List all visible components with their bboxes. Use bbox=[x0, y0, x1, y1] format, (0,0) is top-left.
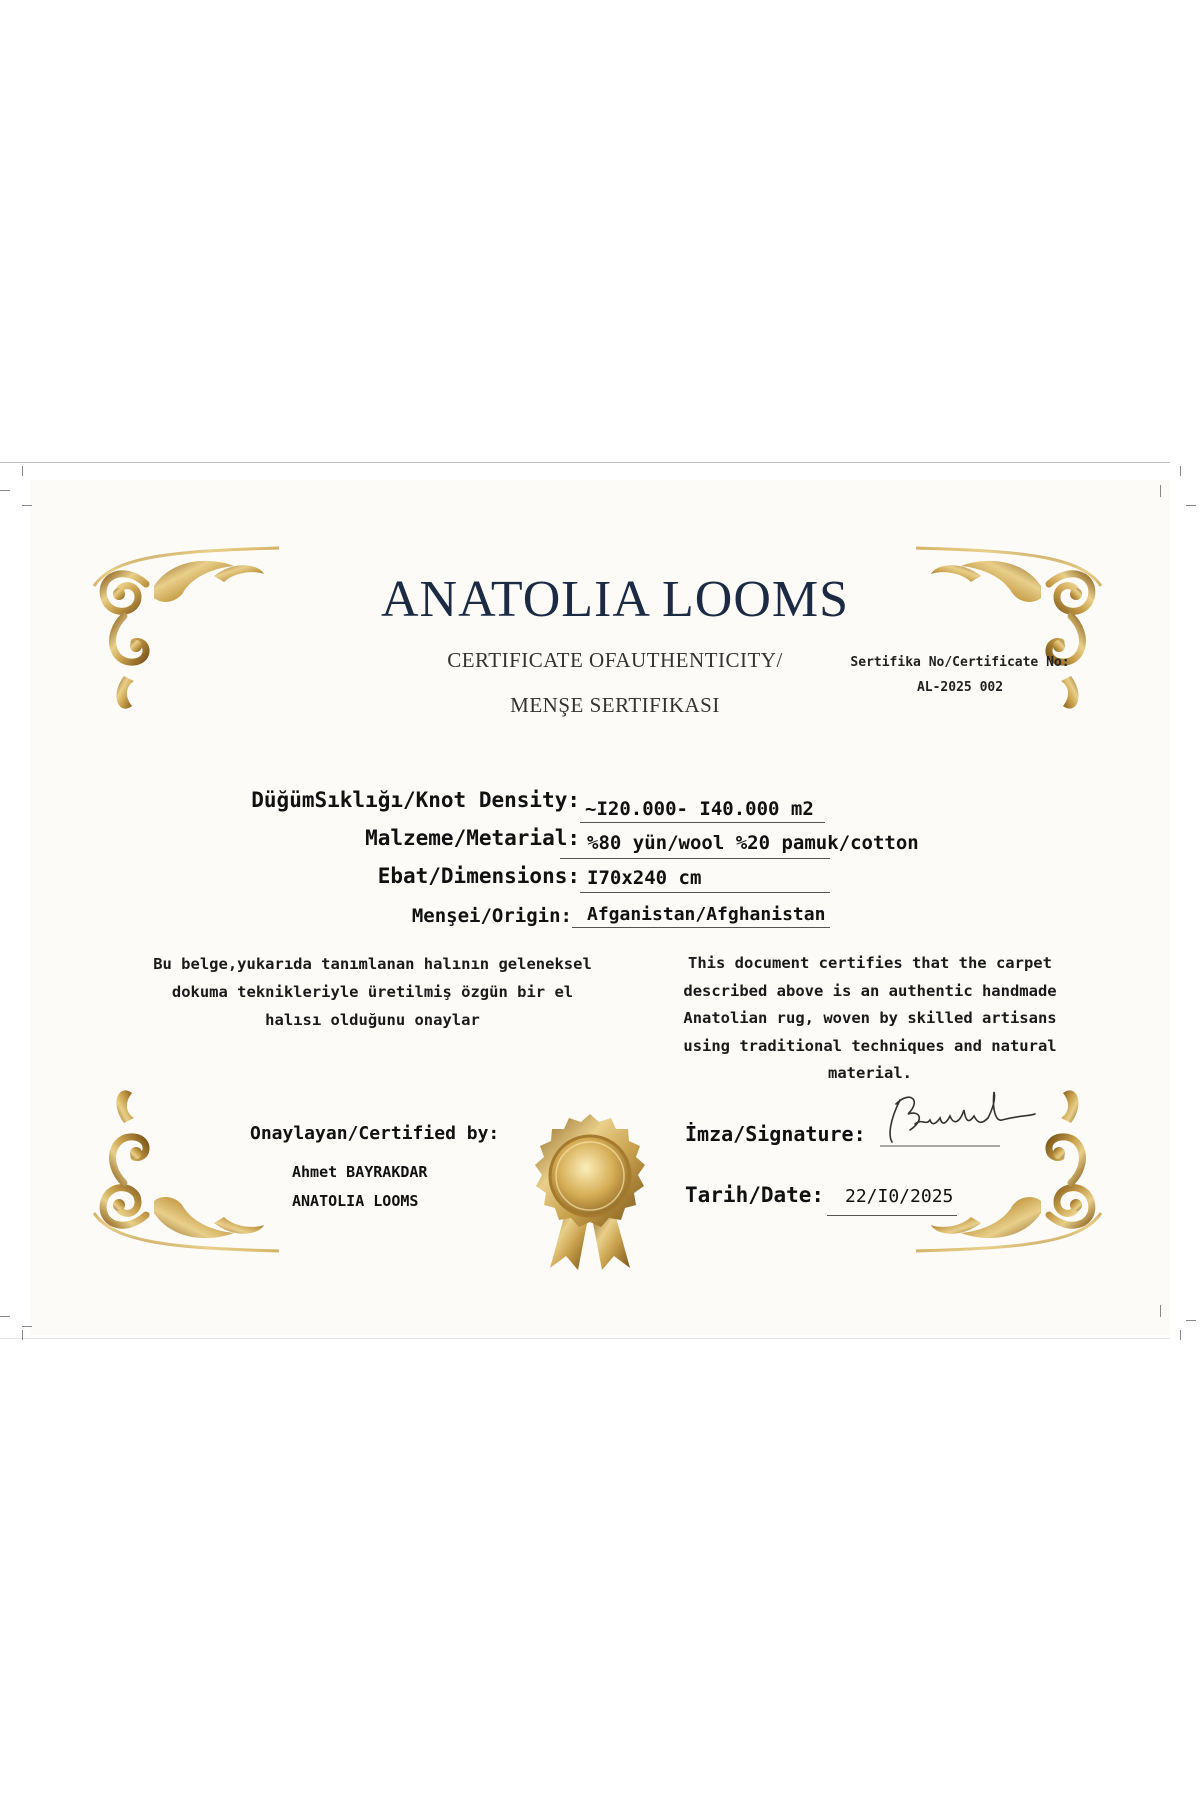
statement-english bbox=[670, 950, 1070, 1088]
statement-turkish bbox=[120, 950, 625, 1034]
corner-ornament-top-right bbox=[906, 546, 1111, 751]
field-value: I70x240 cm bbox=[587, 867, 702, 889]
crop-mark bbox=[0, 1316, 10, 1317]
handwritten-signature bbox=[870, 1080, 1040, 1155]
crop-mark bbox=[0, 490, 10, 491]
statement-line: This document certifies that the carpet bbox=[688, 954, 1052, 972]
date-label: Tarih/Date: bbox=[685, 1183, 825, 1207]
field-value: ~I20.000- I40.000 m2 bbox=[585, 798, 814, 820]
certificate-number bbox=[840, 650, 1080, 700]
certificate-number-value: AL-2025 002 bbox=[916, 680, 1004, 695]
statement-line: described above is an authentic handmade bbox=[683, 981, 1057, 1000]
statement-line: Bu belge,yukarıda tanımlanan halının geleneksel bbox=[153, 955, 592, 973]
crop-mark bbox=[22, 505, 32, 506]
field-label: Ebat/Dimensions: bbox=[377, 864, 580, 888]
certificate-subtitle-tr: MENŞE SERTIFIKASI bbox=[510, 693, 720, 717]
certifier-company: ANATOLIA LOOMS bbox=[292, 1192, 419, 1210]
signature-label: İmza/Signature: bbox=[685, 1122, 866, 1146]
field-material bbox=[0, 826, 580, 866]
statement-line: dokuma teknikleriyle üretilmiş özgün bir el bbox=[171, 983, 574, 1001]
crop-mark bbox=[1180, 1330, 1181, 1340]
field-knot-density bbox=[0, 788, 580, 828]
statement-line: using traditional techniques and natural bbox=[683, 1036, 1057, 1055]
corner-ornament-bottom-left bbox=[84, 1048, 289, 1253]
gold-seal-icon bbox=[522, 1110, 658, 1272]
certified-by-label: Onaylayan/Certified by: bbox=[250, 1123, 500, 1144]
field-label: Malzeme/Metarial: bbox=[365, 826, 580, 850]
brand-title: ANATOLIA LOOMS bbox=[380, 571, 850, 628]
field-underline bbox=[580, 822, 825, 823]
field-label: Menşei/Origin: bbox=[411, 905, 572, 927]
statement-line: material. bbox=[828, 1064, 912, 1082]
field-value: %80 yün/wool %20 pamuk/cotton bbox=[587, 832, 919, 854]
field-underline bbox=[572, 927, 830, 928]
certifier-name: Ahmet BAYRAKDAR bbox=[292, 1163, 428, 1181]
field-underline bbox=[560, 858, 830, 859]
crop-mark bbox=[1186, 505, 1196, 506]
crop-mark bbox=[22, 466, 23, 476]
statement-line: halısı olduğunu onaylar bbox=[265, 1011, 480, 1029]
field-label: DüğümSıklığı/Knot Density: bbox=[251, 788, 580, 812]
crop-mark bbox=[22, 1326, 32, 1327]
crop-mark bbox=[1186, 1320, 1196, 1321]
statement-line: Anatolian rug, woven by skilled artisans bbox=[683, 1009, 1057, 1027]
corner-ornament-top-left bbox=[84, 546, 289, 751]
date-underline bbox=[827, 1215, 957, 1216]
certificate-subtitle: CERTIFICATE OFAUTHENTICITY/ bbox=[447, 648, 783, 672]
field-value: Afganistan/Afghanistan bbox=[587, 904, 826, 925]
crop-mark bbox=[1160, 1305, 1161, 1317]
crop-mark bbox=[22, 1330, 23, 1340]
date-value: 22/I0/2025 bbox=[845, 1186, 954, 1207]
field-origin bbox=[0, 905, 572, 945]
field-dimensions bbox=[0, 864, 580, 904]
crop-mark bbox=[1160, 485, 1161, 497]
certificate-number-label: Sertifika No/Certificate No: bbox=[850, 655, 1070, 670]
field-underline bbox=[580, 892, 830, 893]
crop-mark bbox=[1180, 466, 1181, 476]
